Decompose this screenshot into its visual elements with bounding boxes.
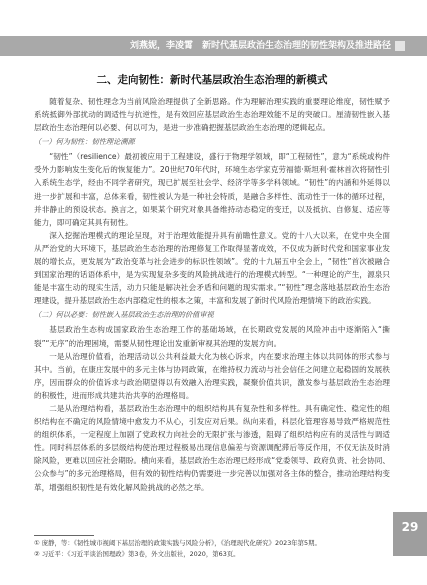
footnote: ① 庞静，等：《韧性城市视阈下基层治理的政策实践与风险分析》，《治理现代化研究》2023年第5期。 bbox=[34, 539, 321, 547]
page-number: 29 bbox=[401, 520, 419, 534]
paragraph: 随着复杂、韧性理念为当前风险治理提供了全新思路。作为理解治理实践的重要理论维度，韧性赋予系统抵御外部扰动的调适性与抗逆性，是有效回应基层政治生态治理效能不足的突破口。厘清韧性嵌入基层政治生态治理何以必要、何以可为，是进一步准确把握基层政治生态治理的逻辑起点。 bbox=[34, 97, 390, 133]
paragraph: 深入挖掘治理模式的理论呈现，对于治理效能提升具有前瞻性意义。党的十八大以来，在党中央全面从严治党的大环境下，基层政治生态治理的治理修复工作取得显著成效，不仅成为新时代党和国家事业发展的增长点，更发展为“政治变革与社会进步的标识性领域”。党的十九届五中全会上，“韧性”首次被融合到国家治理的话语体系中，是为实现复杂多变的风险挑战进行的治理模式转型。“一种理论的产生，源泉只能是丰富生动的现实生活，动力只能是解决社会矛盾和问题的现实需求。”“韧性”理念落地基层政治生态治理建设，提升基层政治生态内部稳定性的根本之策，丰富和发展了新时代风险治理情境下的政治实践。 bbox=[34, 230, 390, 306]
paragraph: 基层政治生态构成国家政治生态治理工作的基础场域，在长期政党发展的风险冲击中逐渐陷入“撕裂”“无序”的治理困境，需要从韧性理论出发重新审视其治理的发展方向。 bbox=[34, 325, 390, 348]
running-header: 刘燕妮，李凌霄 新时代基层政治生态治理的韧性架构及推进路径 bbox=[129, 41, 391, 51]
paragraph: “韧性”（resilience）最初被应用于工程建设，盛行于物理学领域，即“工程韧性”，意为“系统或构件受外力影响发生变化后的恢复能力”。20世纪70年代时，环境生态学家克劳福德·斯坦利·霍林首次将韧性引入系统生态学，经由不同学者研究，现已扩展至社会学、经济学等多学科领域。“韧性”的内涵和外延得以进一步扩展和丰富，总体来看，韧性被认为是一种社会特质，是融合多样性、流动性于一体的循环过程，并非静止的预设状态。换言之，如果某个研究对象具备维持动态稳定的变迁，以及抵抗、自修复、适应等能力，即可确定其具有韧性。 bbox=[34, 152, 390, 227]
page-number-tab bbox=[393, 512, 427, 556]
article-body bbox=[34, 68, 390, 494]
subheading: （二）何以必要：韧性嵌入基层政治生态治理的价值审视 bbox=[34, 310, 214, 320]
paragraph: 二是从治理结构看，基层政治生态治理中的组织结构具有复杂性和多样性。具有确定性、稳定性的组织结构在不确定的风险情境中愈发力不从心，引发应对后果。纵向来看，科层化管理容易导致严格规范性的组织体系，一定程度上加剧了党政权力向社会的无限扩张与渗透，阻碍了组织结构应有的灵活性与调适性。同时科层体系的多层级结构使治理过程极易出现信息偏差与资源调配滞后等反作用，不仅无法及时消除风险，更难以回应社会期盼。横向来看，基层政治生态治理已经形成“党委领导、政府负责、社会协同、公众参与”的多元治理格局，但有效的韧性结构仍需要进一步完善以加强对各主体的整合，推动治理结构变革，增强组织韧性是有效化解风险挑战的必然之举。 bbox=[34, 403, 390, 492]
footnote-divider bbox=[34, 535, 94, 536]
subheading: （一）何为韧性：韧性理论溯源 bbox=[34, 137, 135, 147]
paragraph: 一是从治理价值看，治理活动以公共利益最大化为核心诉求，内在要求治理主体以共同体的形式参与其中。当前，在康庄发展中的多元主体与协同政策，在维持权力流动与社会信任之间建立起稳固的发展秩序，因而群众的价值诉求与政治期望得以有效融入治理实践，凝聚价值共识，激发参与基层政治生态治理的积极性，进而形成共建共治共享的治理格局。 bbox=[34, 351, 390, 400]
footnotes bbox=[34, 538, 390, 559]
footnote: ② 习近平：《习近平谈治国理政》第3卷，外文出版社，2020，第63页。 bbox=[34, 549, 240, 558]
section-heading: 二、走向韧性：新时代基层政治生态治理的新模式 bbox=[96, 74, 328, 86]
header-mark bbox=[395, 41, 405, 51]
